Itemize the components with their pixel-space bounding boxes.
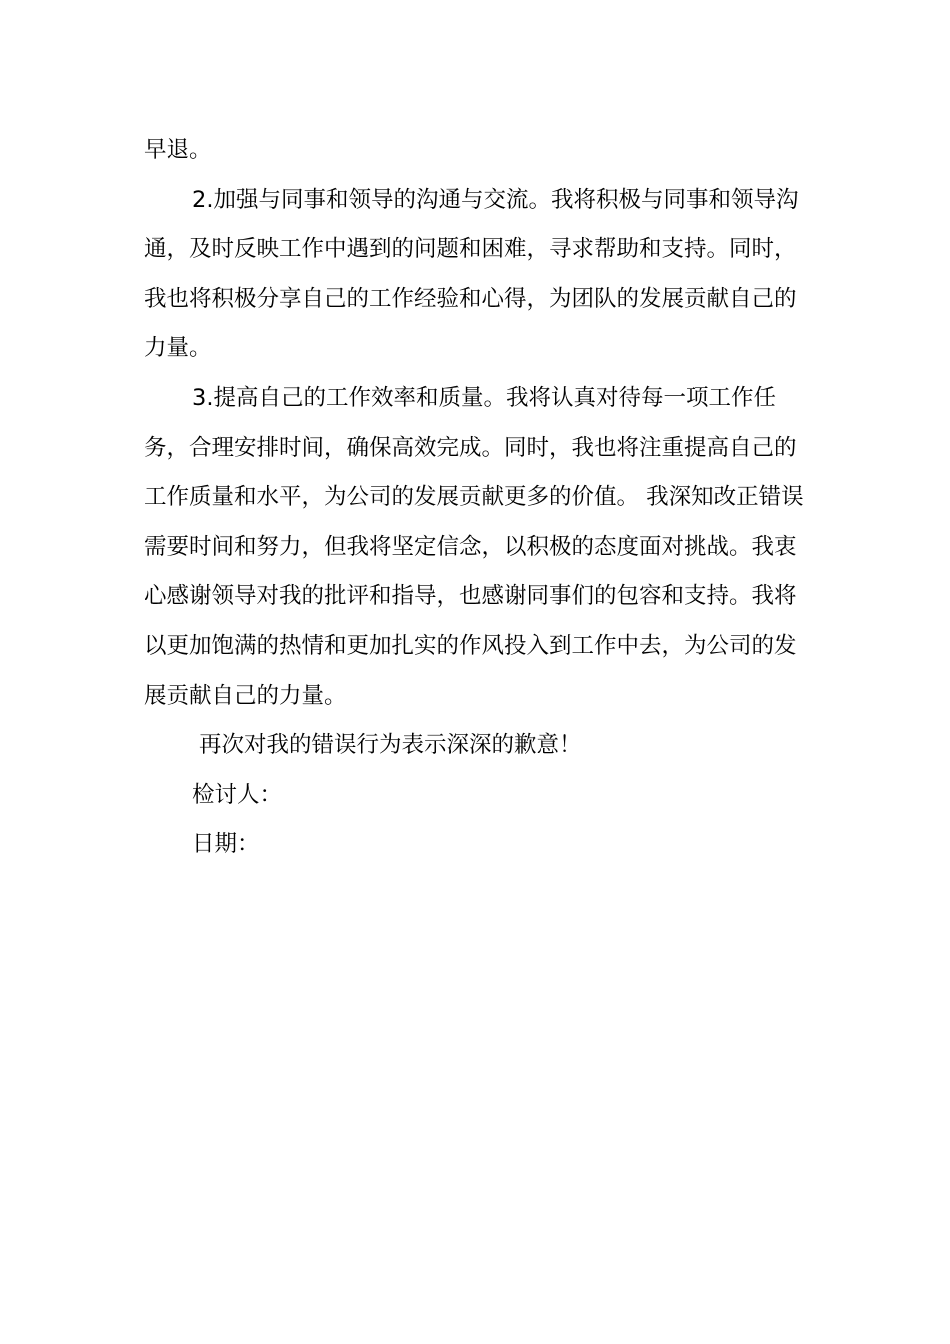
date-label: 日期： bbox=[192, 831, 260, 858]
paragraph-item-3: 3.提高自己的工作效率和质量。我将认真对待每一项工作任务，合理安排时间，确保高效完成。同时，我也将注重提高自己的工作质量和水平，为公司的发展贡献更多的价值。 我深知改正错误需要时间和努力，但我将坚定信念，以积极的态度面对挑战。我衷心感谢领导对我的批评和指导，也感谢同事们的包容和支持。我将以更加饱满的热情和更加扎实的作风投入到工作中去，为公司的发展贡献自己的力量。 bbox=[144, 384, 804, 709]
paragraph-item-2: 2.加强与同事和领导的沟通与交流。我将积极与同事和领导沟通，及时反映工作中遇到的问题和困难，寻求帮助和支持。同时，我也将积极分享自己的工作经验和心得，为团队的发展贡献自己的力量。 bbox=[144, 186, 799, 362]
paragraph-continuation: 早退。 bbox=[144, 137, 212, 163]
signature-label: 检讨人： bbox=[192, 781, 283, 808]
document-body bbox=[144, 126, 816, 870]
closing-apology: 再次对我的错误行为表示深深的歉意！ bbox=[199, 732, 582, 759]
